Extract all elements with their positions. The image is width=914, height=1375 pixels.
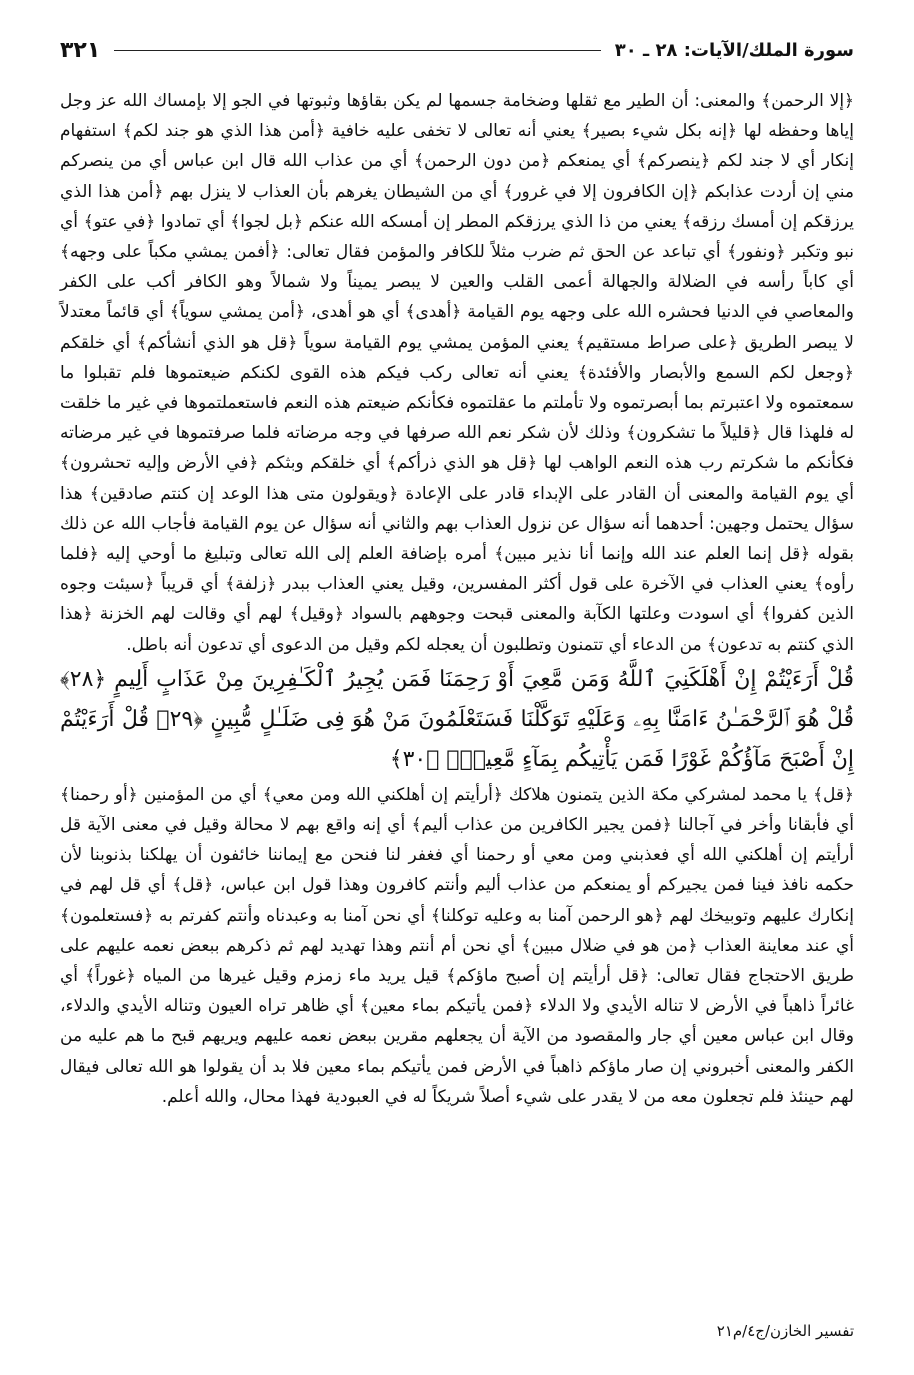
commentary-paragraph-1: ﴿إلا الرحمن﴾ والمعنى: أن الطير مع ثقلها وضخامة جسمها لم يكن بقاؤها وثبوتها في الجو إلا بإمساك الله عز وجل إياها وحفظه لها ﴿إنه بكل شيء بصير﴾ يعني أنه تعالى لا تخفى عليه خافية ﴿أمن هذا الذي هو جند لكم﴾ استفهام إنكار أي لا جند لكم ﴿ينصركم﴾ أي يمنعكم ﴿من دون الرحمن﴾ أي من عذاب الله قال ابن عباس أي من ينصركم مني إن أردت عذابكم ﴿إن الكافرون إلا في غرور﴾ أي من الشيطان يغرهم بأن العذاب لا ينزل بهم ﴿أمن هذا الذي يرزقكم إن أمسك رزقه﴾ يعني من ذا الذي يرزقكم المطر إن أمسكه الله عنكم ﴿بل لجوا﴾ أي تمادوا ﴿في عتو﴾ أي نبو وتكبر ﴿ونفور﴾ أي تباعد عن الحق ثم ضرب مثلاً للكافر والمؤمن فقال تعالى: ﴿أفمن يمشي مكباً على وجهه﴾ أي كاباً رأسه في الضلالة والجهالة أعمى القلب والعين لا يبصر يميناً ولا شمالاً وهو الكافر أكب على الكفر والمعاصي في الدنيا فحشره الله على وجهه يوم القيامة ﴿أهدى﴾ أي هو أهدى، ﴿أمن يمشي سوياً﴾ أي قائماً معتدلاً لا يبصر الطريق ﴿على صراط مستقيم﴾ يعني المؤمن يمشي يوم القيامة سوياً ﴿قل هو الذي أنشأكم﴾ أي خلقكم ﴿وجعل لكم السمع والأبصار والأفئدة﴾ يعني أنه تعالى ركب فيكم هذه القوى لكنكم ضيعتموها فلم تقبلوا ما سمعتموه ولا اعتبرتم بما أبصرتموه ولا تأملتم ما عقلتموه فكأنكم ضيعتم هذه النعم فاستعملتموها في غير ما خلقت له فلهذا قال ﴿قليلاً ما تشكرون﴾ وذلك لأن شكر نعم الله صرفها في وجه مرضاته فلما صرفتموها في غير مرضاته فكأنكم ما شكرتم رب هذه النعم الواهب لها ﴿قل هو الذي ذرأكم﴾ أي خلقكم وبثكم ﴿في الأرض وإليه تحشرون﴾ أي يوم القيامة والمعنى أن القادر على الإبداء قادر على الإعادة ﴿ويقولون متى هذا الوعد إن كنتم صادقين﴾ هذا سؤال يحتمل وجهين: أحدهما أنه سؤال عن نزول العذاب بهم والثاني أنه سؤال عن يوم القيامة فأجاب الله عن ذلك بقوله ﴿قل إنما العلم عند الله وإنما أنا نذير مبين﴾ أمره بإضافة العلم إلى الله تعالى وتبليغ ما أوحي إليه ﴿فلما رأوه﴾ يعني العذاب في الآخرة على قول أكثر المفسرين، وقيل يعني العذاب ببدر ﴿زلفة﴾ أي قريباً ﴿سيئت وجوه الذين كفروا﴾ أي اسودت وعلتها الكآبة والمعنى قبحت وجوههم بالسواد ﴿وقيل﴾ لهم أي وقالت لهم الخزنة ﴿هذا الذي كنتم به تدعون﴾ من الدعاء أي تتمنون وتطلبون أن يعجله لكم وقيل من الدعوى أي تدعون أنه باطل. [60,91,854,655]
page-number: ٣٢١ [60,37,101,63]
page-body [60,86,854,1112]
signature-mark: تفسير الخازن/ج٤/م٢١ [716,1322,854,1340]
running-title: سورة الملك/الآيات: ٢٨ ـ ٣٠ [614,39,854,61]
commentary-paragraph-2: ﴿قل﴾ يا محمد لمشركي مكة الذين يتمنون هلاكك ﴿أرأيتم إن أهلكني الله ومن معي﴾ أي من المؤمنين ﴿أو رحمنا﴾ أي فأبقانا وأخر في آجالنا ﴿فمن يجير الكافرين من عذاب أليم﴾ أي إنه واقع بهم لا محالة وقيل في معنى الآية قل أرأيتم إن أهلكني الله أي فعذبني ومن معي أو رحمنا أي فغفر لنا فنحن مع إيماننا خائفون أن يهلكنا بذنوبنا لأن حكمه نافذ فينا فمن يجيركم أو يمنعكم من عذاب أليم وأنتم كافرون وهذا قول ابن عباس، ﴿قل﴾ أي قل لهم في إنكارك عليهم وتوبيخك لهم ﴿هو الرحمن آمنا به وعليه توكلنا﴾ أي نحن آمنا به وعبدناه وأنتم كفرتم به ﴿فستعلمون﴾ أي عند معاينة العذاب ﴿من هو في ضلال مبين﴾ أي نحن أم أنتم وهذا تهديد لهم ثم ذكرهم ببعض نعمه عليهم على طريق الاحتجاج فقال تعالى: ﴿قل أرأيتم إن أصبح ماؤكم﴾ قيل يريد ماء زمزم وقيل غيرها من المياه ﴿غوراً﴾ أي غائراً ذاهباً في الأرض لا تناله الأيدي ولا الدلاء ﴿فمن يأتيكم بماء معين﴾ أي ظاهر تراه العيون وتناله الأيدي والدلاء، وقال ابن عباس معين أي جار والمقصود من الآية أن يجعلهم مقرين ببعض نعمه عليهم ويريهم قبح ما هم عليه من الكفر والمعنى أخبروني إن صار ماؤكم ذاهباً في الأرض فمن يأتيكم بماء معين فلا بد أن يقولوا هو الله تعالى فيقال لهم حينئذ فلم تجعلون معه من لا يقدر على شيء أصلاً شريكاً له في العبودية فهذا محال، والله أعلم. [60,784,854,1107]
quran-verses: قُلْ أَرَءَيْتُمْ إِنْ أَهْلَكَنِيَ ٱللَّهُ وَمَن مَّعِيَ أَوْ رَحِمَنَا فَمَن يُجِيرُ ٱلْكَـٰفِرِينَ مِنْ عَذَابٍ أَلِيمٍ ﴿٢٨﴾ قُلْ هُوَ ٱلرَّحْمَـٰنُ ءَامَنَّا بِهِۦ وَعَلَيْهِ تَوَكَّلْنَا فَسَتَعْلَمُونَ مَنْ هُوَ فِى ضَلَـٰلٍ مُّبِينٍ ﴿٢٩﴾ قُلْ أَرَءَيْتُمْ إِنْ أَصْبَحَ مَآؤُكُمْ غَوْرًا فَمَن يَأْتِيكُم بِمَآءٍ مَّعِينٍۭ ﴿٣٠﴾ [60,666,854,772]
page-header [60,30,854,70]
header-rule [114,50,600,51]
